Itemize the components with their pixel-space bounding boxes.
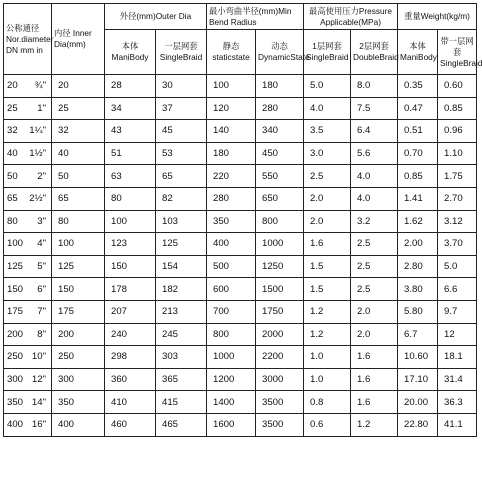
table-row [4, 210, 477, 233]
cell-inner-dia: 200 [52, 323, 105, 346]
cell-outer-body: 34 [105, 97, 156, 120]
cell-weight-body: 0.51 [398, 120, 438, 143]
cell-weight-single: 18.1 [438, 346, 477, 369]
subheader-outer-body: 本体 ManiBody [105, 30, 156, 75]
cell-inner-dia: 25 [52, 97, 105, 120]
cell-weight-body: 0.70 [398, 142, 438, 165]
cell-inner-dia: 20 [52, 75, 105, 98]
cell-outer-single: 303 [156, 346, 207, 369]
cell-bend-dynamic: 3000 [256, 368, 304, 391]
cell-dn [4, 368, 52, 391]
table-row [4, 300, 477, 323]
cell-bend-dynamic: 340 [256, 120, 304, 143]
cell-bend-dynamic: 1750 [256, 300, 304, 323]
cell-pressure-double: 7.5 [351, 97, 398, 120]
cell-outer-single: 415 [156, 391, 207, 414]
cell-dn [4, 278, 52, 301]
cell-outer-single: 103 [156, 210, 207, 233]
cell-bend-static: 180 [207, 142, 256, 165]
cell-bend-static: 1200 [207, 368, 256, 391]
dn-mm-value: 250 [7, 351, 24, 363]
cell-weight-body: 1.62 [398, 210, 438, 233]
table-row [4, 323, 477, 346]
table-body [4, 75, 477, 437]
cell-pressure-single: 5.0 [304, 75, 351, 98]
cell-inner-dia: 150 [52, 278, 105, 301]
cell-weight-body: 0.85 [398, 165, 438, 188]
cell-pressure-single: 3.0 [304, 142, 351, 165]
cell-pressure-single: 1.6 [304, 233, 351, 256]
dn-inch-value: 5" [37, 261, 46, 273]
cell-pressure-double: 2.5 [351, 233, 398, 256]
cell-outer-body: 178 [105, 278, 156, 301]
cell-inner-dia: 125 [52, 255, 105, 278]
header-min-bend-radius: 最小弯曲半径(mm)Min Bend Radius [207, 4, 304, 30]
cell-bend-dynamic: 2000 [256, 323, 304, 346]
cell-dn [4, 323, 52, 346]
cell-dn [4, 210, 52, 233]
cell-bend-dynamic: 2200 [256, 346, 304, 369]
cell-inner-dia: 50 [52, 165, 105, 188]
cell-pressure-single: 1.5 [304, 278, 351, 301]
table-row [4, 368, 477, 391]
dn-mm-value: 100 [7, 238, 24, 250]
cell-pressure-single: 2.0 [304, 210, 351, 233]
cell-outer-body: 43 [105, 120, 156, 143]
cell-pressure-double: 1.2 [351, 413, 398, 436]
header-dn: 公称通径 Nor.diameter DN mm in [4, 4, 52, 75]
dn-inch-value: 8" [37, 328, 46, 340]
cell-bend-static: 100 [207, 75, 256, 98]
dn-mm-value: 150 [7, 283, 24, 295]
cell-inner-dia: 300 [52, 368, 105, 391]
cell-pressure-single: 2.5 [304, 165, 351, 188]
dn-mm-value: 65 [7, 193, 18, 205]
cell-bend-static: 700 [207, 300, 256, 323]
dn-inch-value: 10" [31, 351, 46, 363]
cell-dn [4, 75, 52, 98]
cell-outer-single: 45 [156, 120, 207, 143]
cell-weight-body: 22.80 [398, 413, 438, 436]
subheader-pressure-double: 2层网套 DoubleBraid [351, 30, 398, 75]
cell-weight-body: 5.80 [398, 300, 438, 323]
header-outer-dia: 外径(mm)Outer Dia [105, 4, 207, 30]
cell-bend-static: 220 [207, 165, 256, 188]
cell-dn [4, 233, 52, 256]
cell-bend-static: 500 [207, 255, 256, 278]
dn-mm-value: 125 [7, 261, 24, 273]
cell-outer-single: 213 [156, 300, 207, 323]
cell-outer-body: 63 [105, 165, 156, 188]
cell-pressure-double: 6.4 [351, 120, 398, 143]
dn-inch-value: 3" [37, 215, 46, 227]
dn-inch-value: 1" [37, 102, 46, 114]
dn-mm-value: 350 [7, 396, 24, 408]
cell-bend-dynamic: 3500 [256, 391, 304, 414]
cell-dn [4, 391, 52, 414]
cell-outer-body: 100 [105, 210, 156, 233]
cell-bend-static: 140 [207, 120, 256, 143]
cell-bend-static: 800 [207, 323, 256, 346]
cell-outer-single: 465 [156, 413, 207, 436]
cell-pressure-single: 0.8 [304, 391, 351, 414]
cell-pressure-single: 2.0 [304, 187, 351, 210]
subheader-pressure-single: 1层网套 SingleBraid [304, 30, 351, 75]
table-row [4, 142, 477, 165]
cell-inner-dia: 100 [52, 233, 105, 256]
subheader-outer-single: 一层网套 SingleBraid [156, 30, 207, 75]
cell-pressure-double: 5.6 [351, 142, 398, 165]
cell-bend-dynamic: 1250 [256, 255, 304, 278]
cell-outer-single: 365 [156, 368, 207, 391]
cell-pressure-double: 8.0 [351, 75, 398, 98]
subheader-weight-single: 带一层网套 SingleBraid [438, 30, 477, 75]
cell-inner-dia: 80 [52, 210, 105, 233]
header-weight: 重量Weight(kg/m) [398, 4, 477, 30]
cell-weight-body: 6.7 [398, 323, 438, 346]
cell-outer-single: 154 [156, 255, 207, 278]
cell-outer-body: 240 [105, 323, 156, 346]
hose-spec-table [3, 3, 482, 437]
dn-inch-value: 1¼" [29, 125, 46, 137]
cell-outer-body: 207 [105, 300, 156, 323]
cell-weight-single: 0.85 [438, 97, 477, 120]
cell-bend-static: 1400 [207, 391, 256, 414]
cell-inner-dia: 400 [52, 413, 105, 436]
cell-weight-single: 2.70 [438, 187, 477, 210]
cell-weight-single: 36.3 [438, 391, 477, 414]
cell-outer-single: 37 [156, 97, 207, 120]
cell-outer-single: 245 [156, 323, 207, 346]
cell-weight-single: 9.7 [438, 300, 477, 323]
cell-outer-body: 51 [105, 142, 156, 165]
cell-weight-body: 2.80 [398, 255, 438, 278]
cell-dn [4, 413, 52, 436]
cell-outer-body: 460 [105, 413, 156, 436]
cell-bend-dynamic: 800 [256, 210, 304, 233]
cell-weight-body: 1.41 [398, 187, 438, 210]
cell-weight-single: 3.70 [438, 233, 477, 256]
cell-outer-single: 182 [156, 278, 207, 301]
cell-bend-dynamic: 1000 [256, 233, 304, 256]
cell-weight-single: 5.0 [438, 255, 477, 278]
cell-weight-body: 3.80 [398, 278, 438, 301]
cell-dn [4, 120, 52, 143]
cell-bend-dynamic: 550 [256, 165, 304, 188]
cell-weight-body: 17.10 [398, 368, 438, 391]
cell-pressure-single: 1.2 [304, 300, 351, 323]
cell-inner-dia: 250 [52, 346, 105, 369]
cell-outer-single: 30 [156, 75, 207, 98]
cell-bend-static: 350 [207, 210, 256, 233]
header-inner-dia: 内径 Inner Dia(mm) [52, 4, 105, 75]
cell-dn [4, 187, 52, 210]
cell-pressure-single: 1.0 [304, 346, 351, 369]
cell-weight-body: 10.60 [398, 346, 438, 369]
cell-weight-single: 1.10 [438, 142, 477, 165]
cell-bend-dynamic: 450 [256, 142, 304, 165]
table-row [4, 278, 477, 301]
cell-bend-static: 1000 [207, 346, 256, 369]
table-row [4, 97, 477, 120]
cell-outer-body: 123 [105, 233, 156, 256]
cell-weight-single: 1.75 [438, 165, 477, 188]
table-row [4, 413, 477, 436]
cell-inner-dia: 32 [52, 120, 105, 143]
cell-bend-static: 1600 [207, 413, 256, 436]
table-row [4, 75, 477, 98]
cell-inner-dia: 175 [52, 300, 105, 323]
spec-table-container [3, 3, 482, 437]
cell-weight-single: 12 [438, 323, 477, 346]
cell-bend-static: 280 [207, 187, 256, 210]
dn-mm-value: 80 [7, 215, 18, 227]
cell-dn [4, 255, 52, 278]
cell-outer-body: 298 [105, 346, 156, 369]
cell-weight-body: 2.00 [398, 233, 438, 256]
cell-weight-body: 20.00 [398, 391, 438, 414]
dn-inch-value: 12" [31, 374, 46, 386]
cell-outer-single: 65 [156, 165, 207, 188]
cell-weight-single: 31.4 [438, 368, 477, 391]
cell-bend-dynamic: 1500 [256, 278, 304, 301]
table-row [4, 233, 477, 256]
dn-mm-value: 40 [7, 148, 18, 160]
cell-weight-single: 3.12 [438, 210, 477, 233]
cell-outer-single: 53 [156, 142, 207, 165]
cell-pressure-single: 1.2 [304, 323, 351, 346]
cell-pressure-single: 3.5 [304, 120, 351, 143]
dn-mm-value: 400 [7, 419, 24, 431]
cell-bend-static: 600 [207, 278, 256, 301]
cell-outer-body: 150 [105, 255, 156, 278]
header-row-group [4, 4, 477, 30]
cell-pressure-double: 2.5 [351, 255, 398, 278]
dn-inch-value: ¾" [34, 80, 46, 92]
cell-pressure-double: 4.0 [351, 187, 398, 210]
cell-dn [4, 97, 52, 120]
dn-inch-value: 16" [31, 419, 46, 431]
cell-dn [4, 300, 52, 323]
table-row [4, 255, 477, 278]
dn-inch-value: 1½" [29, 148, 46, 160]
dn-mm-value: 300 [7, 374, 24, 386]
cell-pressure-double: 2.5 [351, 278, 398, 301]
dn-inch-value: 2½" [29, 193, 46, 205]
dn-mm-value: 32 [7, 125, 18, 137]
cell-pressure-double: 2.0 [351, 300, 398, 323]
cell-inner-dia: 350 [52, 391, 105, 414]
cell-inner-dia: 40 [52, 142, 105, 165]
cell-dn [4, 346, 52, 369]
cell-bend-static: 400 [207, 233, 256, 256]
dn-inch-value: 7" [37, 306, 46, 318]
subheader-weight-body: 本体 ManiBody [398, 30, 438, 75]
cell-weight-body: 0.47 [398, 97, 438, 120]
table-row [4, 187, 477, 210]
cell-pressure-single: 4.0 [304, 97, 351, 120]
cell-pressure-single: 1.0 [304, 368, 351, 391]
table-row [4, 391, 477, 414]
cell-weight-single: 41.1 [438, 413, 477, 436]
cell-outer-body: 410 [105, 391, 156, 414]
dn-inch-value: 4" [37, 238, 46, 250]
cell-weight-single: 6.6 [438, 278, 477, 301]
cell-pressure-double: 1.6 [351, 346, 398, 369]
cell-pressure-double: 4.0 [351, 165, 398, 188]
cell-weight-single: 0.60 [438, 75, 477, 98]
cell-weight-body: 0.35 [398, 75, 438, 98]
subheader-bend-static: 静态 staticstate [207, 30, 256, 75]
cell-bend-dynamic: 280 [256, 97, 304, 120]
cell-pressure-double: 3.2 [351, 210, 398, 233]
cell-outer-body: 360 [105, 368, 156, 391]
dn-inch-value: 2" [37, 170, 46, 182]
dn-mm-value: 20 [7, 80, 18, 92]
subheader-bend-dynamic: 动态 DynamicState [256, 30, 304, 75]
cell-dn [4, 142, 52, 165]
table-row [4, 346, 477, 369]
cell-inner-dia: 65 [52, 187, 105, 210]
cell-bend-static: 120 [207, 97, 256, 120]
dn-mm-value: 175 [7, 306, 24, 318]
cell-dn [4, 165, 52, 188]
cell-outer-body: 80 [105, 187, 156, 210]
dn-mm-value: 200 [7, 328, 24, 340]
cell-pressure-double: 2.0 [351, 323, 398, 346]
header-pressure: 最高使用压力Pressure Applicable(MPa) [304, 4, 398, 30]
cell-bend-dynamic: 650 [256, 187, 304, 210]
cell-bend-dynamic: 3500 [256, 413, 304, 436]
cell-pressure-single: 0.6 [304, 413, 351, 436]
cell-outer-single: 125 [156, 233, 207, 256]
cell-outer-single: 82 [156, 187, 207, 210]
cell-pressure-double: 1.6 [351, 368, 398, 391]
table-row [4, 165, 477, 188]
cell-weight-single: 0.96 [438, 120, 477, 143]
dn-mm-value: 25 [7, 102, 18, 114]
dn-mm-value: 50 [7, 170, 18, 182]
cell-bend-dynamic: 180 [256, 75, 304, 98]
cell-outer-body: 28 [105, 75, 156, 98]
cell-pressure-single: 1.5 [304, 255, 351, 278]
dn-inch-value: 6" [37, 283, 46, 295]
dn-inch-value: 14" [31, 396, 46, 408]
cell-pressure-double: 1.6 [351, 391, 398, 414]
table-row [4, 120, 477, 143]
